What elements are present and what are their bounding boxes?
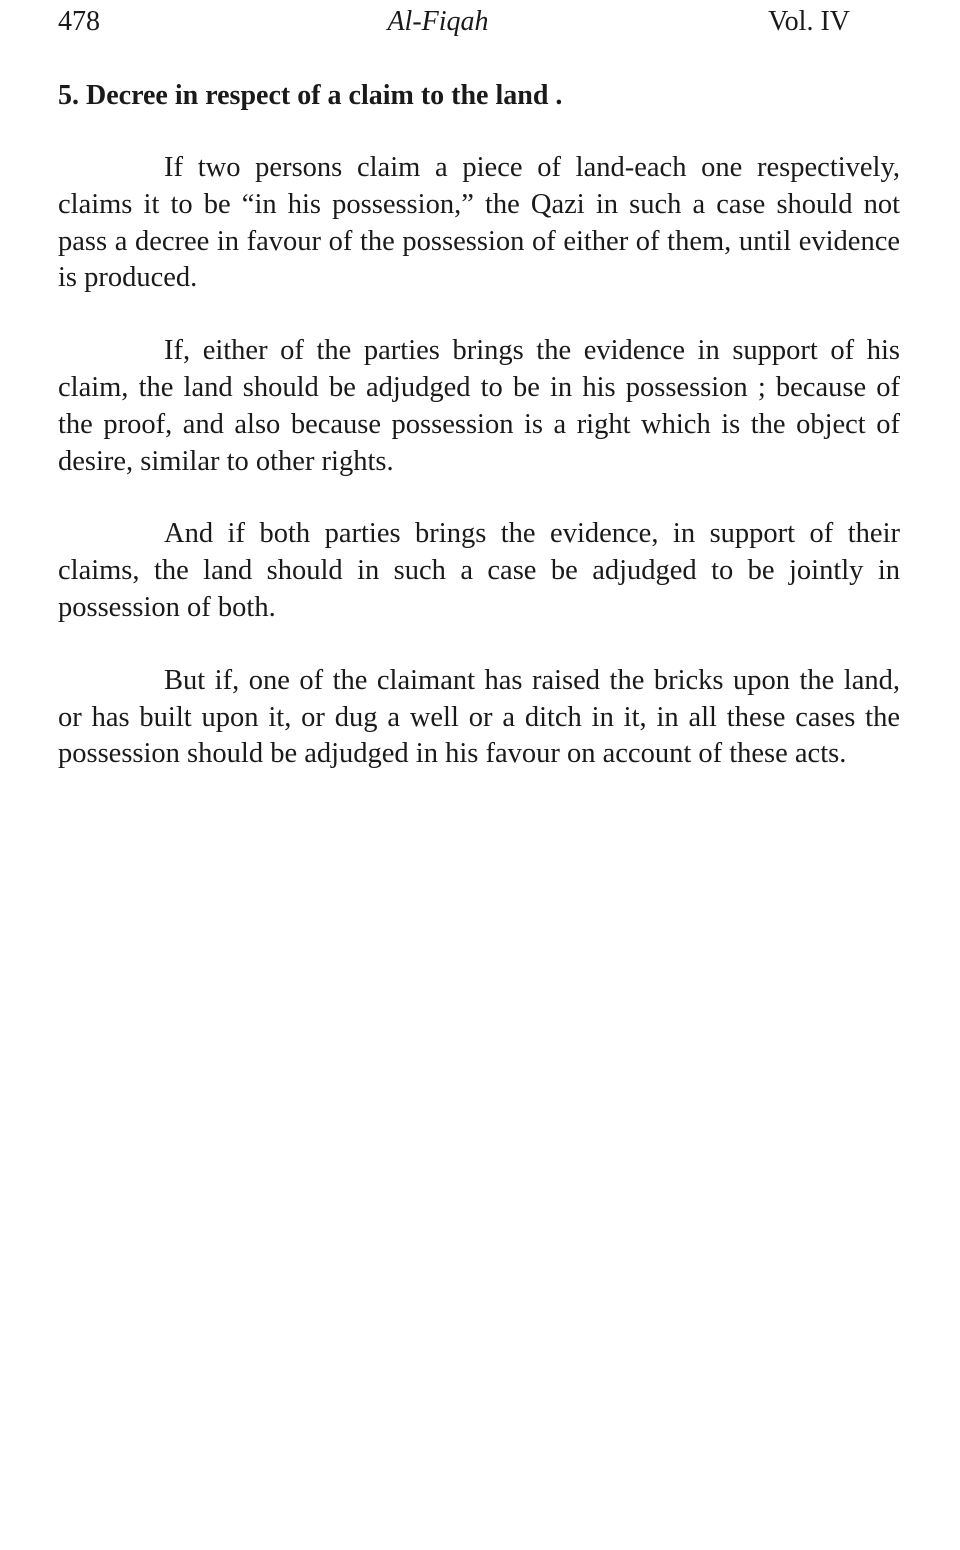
body-text [58,150,900,809]
paragraph: But if, one of the claimant has raised the bricks upon the land, or has built upon it, or dug a well or a ditch in it, in all these cases the possession should be adjudged in his favour on account of these acts. [58,664,900,770]
paragraph: And if both parties brings the evidence, in support of their claims, the land should in such a case be adjudged to be jointly in possession of both. [58,518,900,623]
paragraph: If, either of the parties brings the evidence in support of his claim, the land should be adjudged to be in his possession ; because of the proof, and also because possession is a right which is the object of desire, similar to other rights. [58,335,900,477]
volume-label: Vol. IV [768,6,850,37]
book-title: Al-Fiqah [387,6,489,37]
running-header [58,4,850,40]
page-number: 478 [58,6,100,37]
section-heading: 5. Decree in respect of a claim to the land . [58,80,563,111]
paragraph: If two persons claim a piece of land-each one respectively, claims it to be “in his possession,” the Qazi in such a case should not pass a decree in favour of the possession of either of them, until evidence is produced. [58,152,900,294]
